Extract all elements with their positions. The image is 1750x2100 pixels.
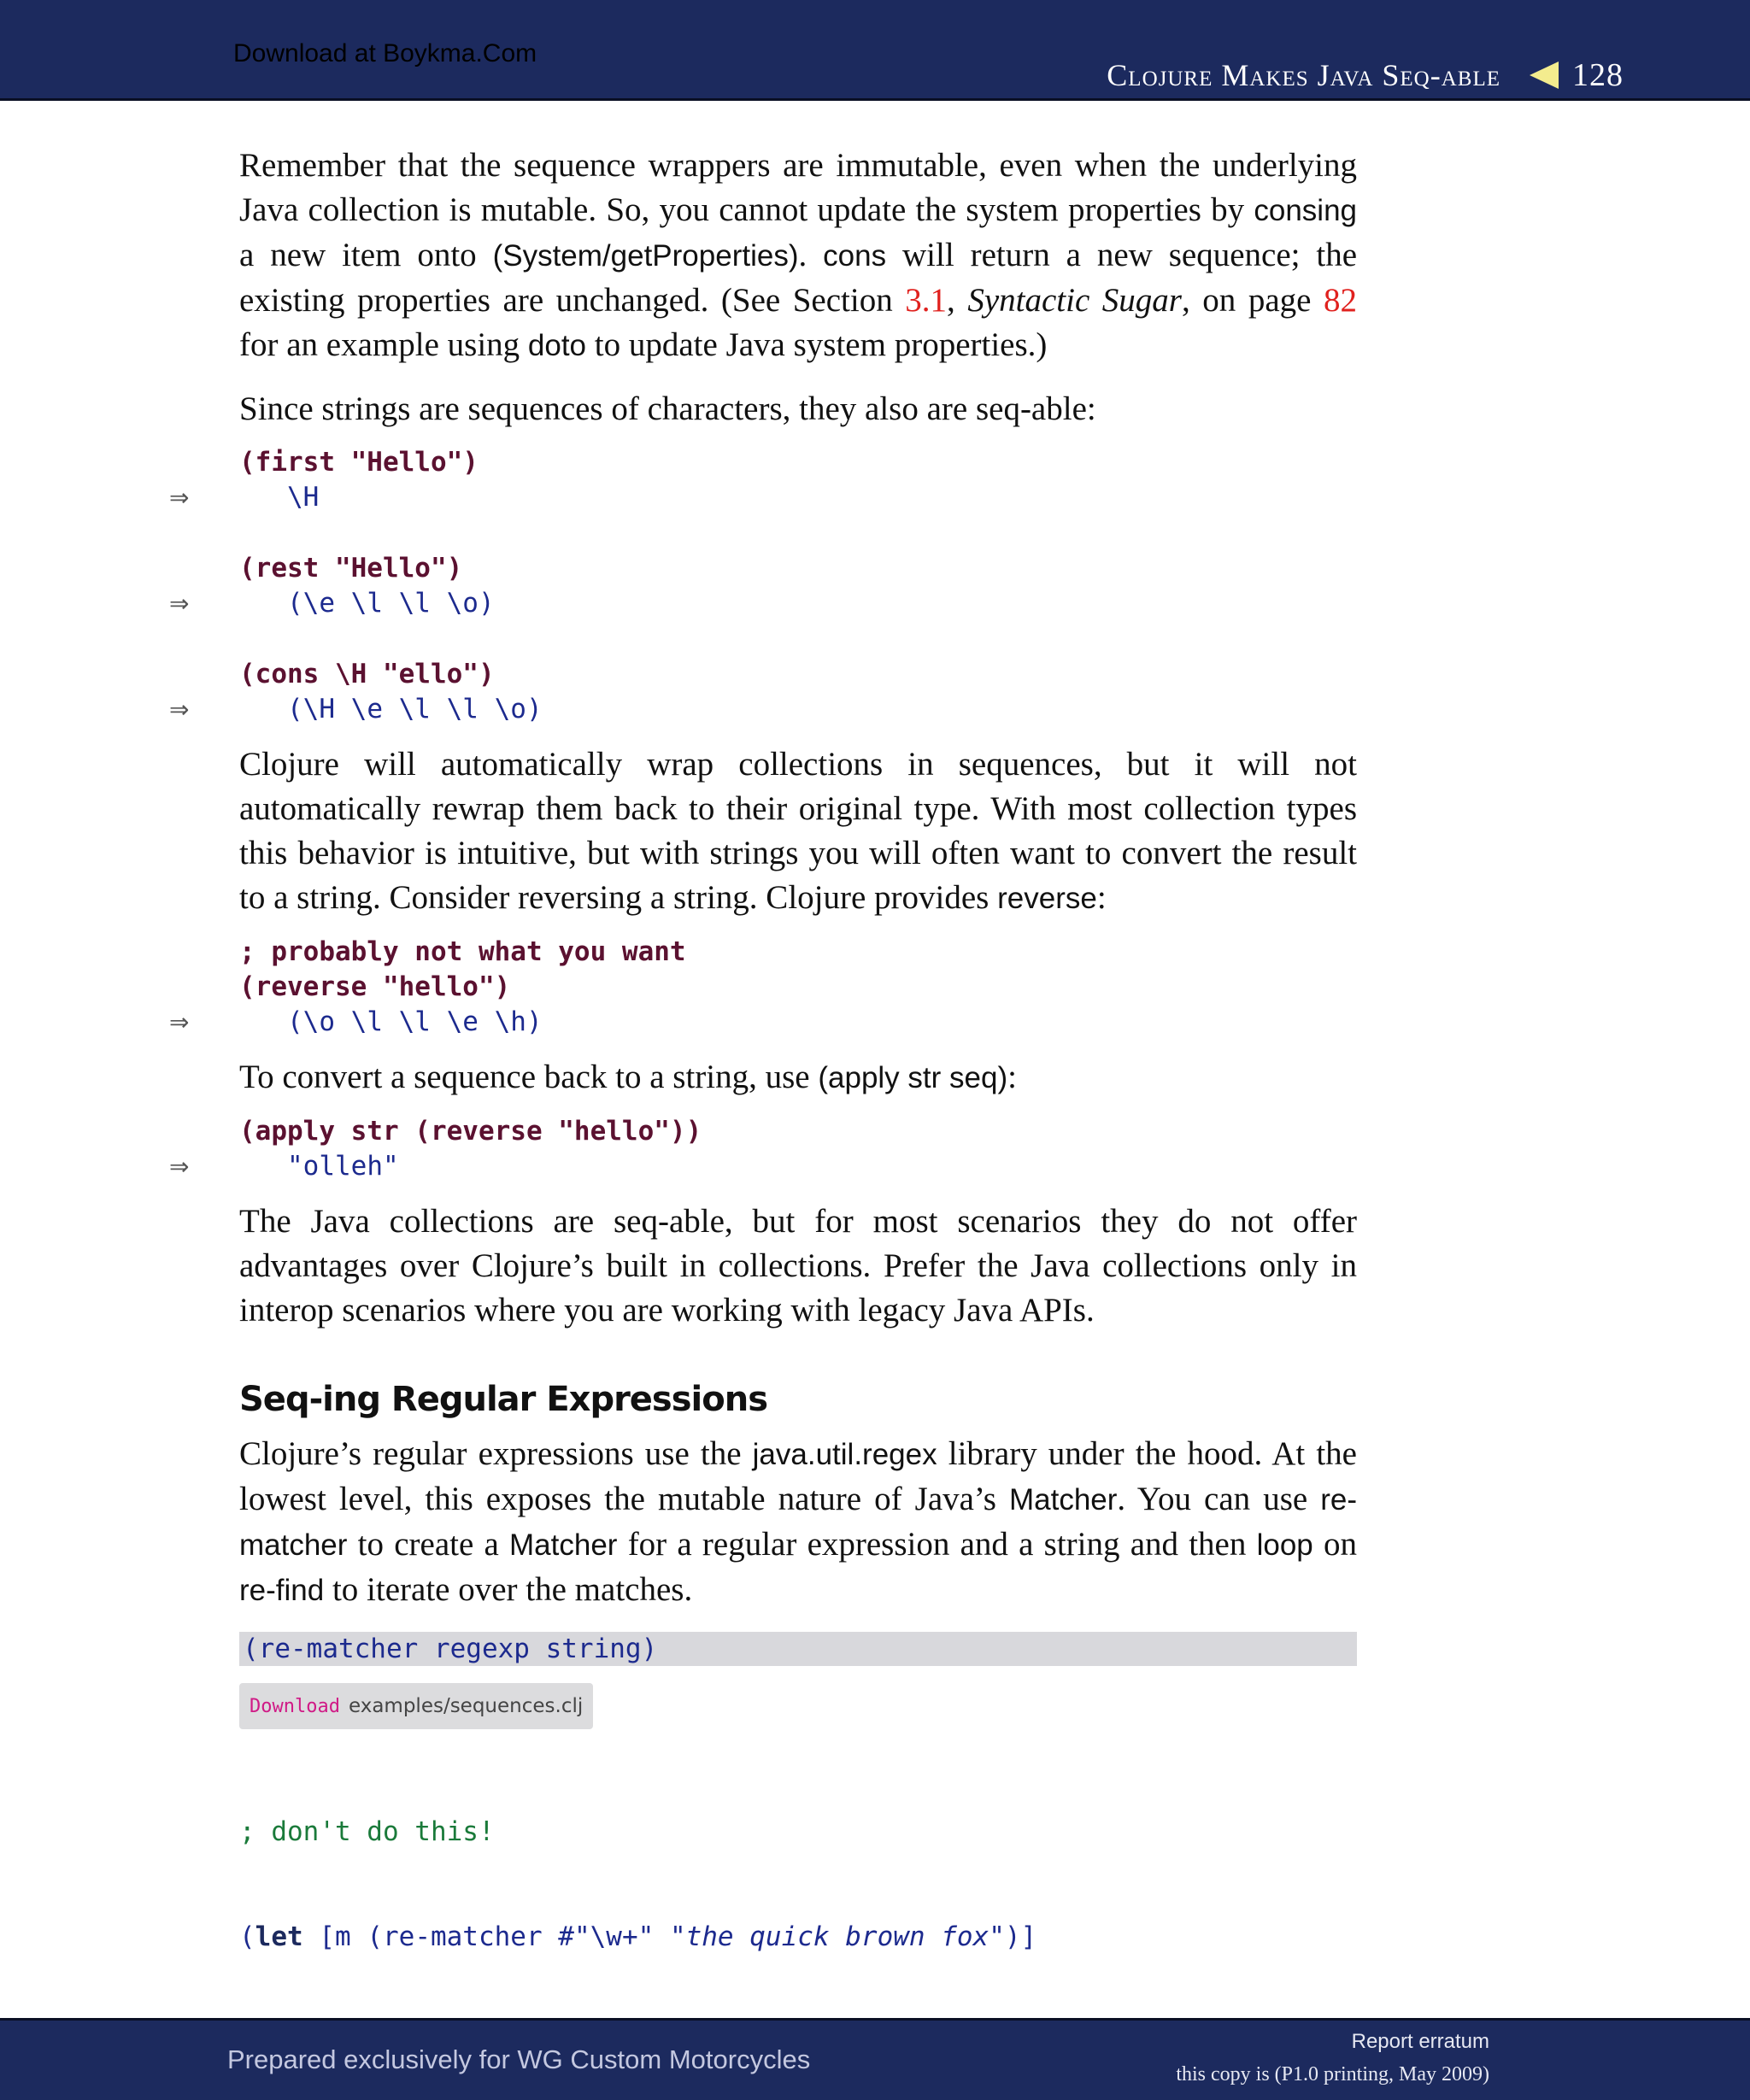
function-signature: (re-matcher regexp string) [239, 1632, 1357, 1666]
inline-code-re-find: re-find [239, 1574, 325, 1607]
code-input: (cons \H "ello") [239, 659, 495, 689]
section-title: Clojure Makes Java Seq-able [1107, 58, 1500, 92]
copy-info: this copy is (P1.0 printing, May 2009) [1176, 2063, 1489, 2085]
code-output: (\e \l \l \o) [287, 588, 495, 619]
previous-page-triangle-icon[interactable] [1530, 62, 1559, 89]
code-example-apply [169, 1114, 1357, 1184]
code-example-cons [169, 657, 1357, 727]
page-content [169, 144, 1358, 2025]
download-keyword: Download [250, 1696, 340, 1717]
running-header [1107, 56, 1624, 94]
result-arrow-icon: ⇒ [169, 484, 190, 512]
section-title-ref: Syntactic Sugar [967, 282, 1182, 319]
code-example-first [169, 445, 1357, 515]
paragraph-java-collections: The Java collections are seq-able, but for most scenarios they do not offer advantages over Clojure’s built in collections. Prefer the Java collections only in interop scenarios where you are working with legacy Java APIs. [239, 1203, 1357, 1329]
section-link[interactable]: 3.1 [905, 282, 948, 319]
inline-code-matcher: Matcher [509, 1528, 618, 1562]
code-input: (apply str (reverse "hello")) [239, 1116, 702, 1147]
page-number: 128 [1572, 57, 1624, 93]
inline-code-re-matcher: re-matcher [239, 1483, 1357, 1562]
inline-code-doto: doto [527, 329, 587, 362]
code-input: (first "Hello") [239, 447, 479, 478]
code-output: (\o \l \l \e \h) [287, 1006, 543, 1037]
prepared-for: Prepared exclusively for WG Custom Motorcycles [227, 2044, 811, 2074]
string-literal: "the quick brown fox" [669, 1921, 1005, 1952]
paragraph-regex: Clojure’s regular expressions use the java.util.regex library under the hood. At the lowest level, this exposes the mutable nature of Java’s Matcher. You can use re-matcher to create a Matcher for a regular expression and a string and then loop on re-find to iterate over the matches. [239, 1435, 1357, 1608]
code-line: (let [m (re-matcher #"\w+" "the quick brown fox")] [239, 1921, 1037, 1952]
inline-code-java-util-regex: java.util.regex [752, 1438, 937, 1471]
code-input: (reverse "hello") [239, 971, 511, 1002]
inline-code-loop: loop [1256, 1528, 1313, 1562]
download-link[interactable] [239, 1683, 593, 1729]
result-arrow-icon: ⇒ [169, 590, 190, 618]
keyword-let: let [255, 1921, 303, 1952]
code-output: \H [287, 482, 320, 513]
section-heading: Seq-ing Regular Expressions [239, 1380, 768, 1419]
report-erratum-link[interactable]: Report erratum [1351, 2030, 1489, 2053]
inline-code-apply-str: (apply str seq) [818, 1061, 1008, 1094]
code-output: (\H \e \l \l \o) [287, 694, 543, 724]
result-arrow-icon: ⇒ [169, 1153, 190, 1181]
page-header [0, 0, 1750, 101]
download-path: examples/sequences.clj [348, 1695, 584, 1717]
code-example-rest [169, 551, 1357, 621]
paragraph-rewrap: Clojure will automatically wrap collections in sequences, but it will not automatically rewrap them back to their original type. With most collection types this behavior is intuitive, but with strings you will often want to convert the result to a string. Consider reversing a string. Clojure provides reverse: [239, 746, 1357, 916]
inline-code-reverse: reverse [997, 882, 1097, 915]
page-link[interactable]: 82 [1324, 282, 1358, 319]
code-comment: ; probably not what you want [239, 936, 686, 967]
inline-code-cons: cons [823, 239, 887, 273]
code-example-reverse [169, 935, 1357, 1040]
download-label [239, 1683, 1357, 1729]
page-footer [0, 2018, 1750, 2100]
paragraph-apply-str: To convert a sequence back to a string, use (apply str seq): [239, 1059, 1017, 1095]
code-output: "olleh" [287, 1151, 399, 1182]
result-arrow-icon: ⇒ [169, 695, 190, 724]
code-comment: ; don't do this! [239, 1816, 495, 1847]
paragraph-strings-seqable: Since strings are sequences of characters, they also are seq-able: [239, 390, 1096, 427]
inline-code-consing: consing [1254, 194, 1357, 227]
result-arrow-icon: ⇒ [169, 1008, 190, 1036]
download-watermark: Download at Boykma.Com [233, 39, 537, 67]
code-input: (rest "Hello") [239, 553, 463, 584]
inline-code-matcher: Matcher [1008, 1483, 1118, 1516]
inline-code-getproperties: (System/getProperties) [492, 239, 799, 273]
code-listing [239, 1745, 1357, 2025]
paragraph-immutable-wrappers: Remember that the sequence wrappers are immutable, even when the underlying Java collection is mutable. So, you cannot update the system properties by consing a new item onto (System/getProperties). cons will return a new sequence; the existing properties are unchanged. (See Section 3.1, Syntactic Sugar, on page 82 for an example using doto to update Java system properties.) [239, 147, 1358, 363]
